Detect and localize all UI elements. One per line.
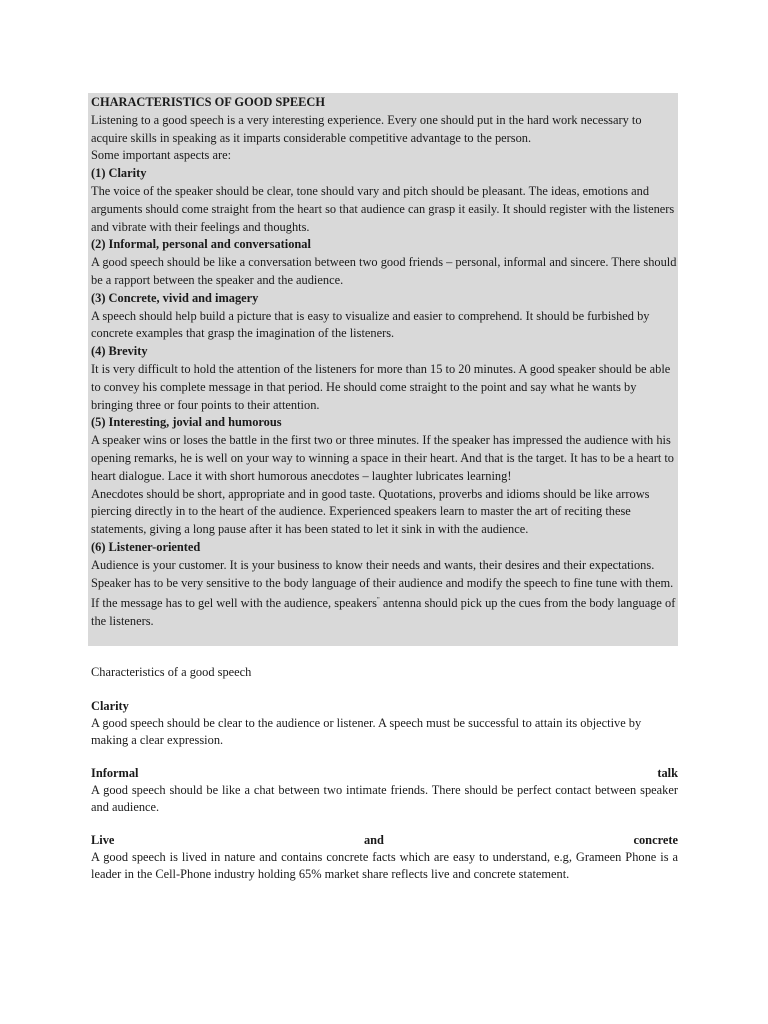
clarity-section [91,698,678,750]
aspect-heading-clarity: (1) Clarity [91,166,147,181]
aspect-heading-listener: (6) Listener-oriented [91,539,201,554]
aspect-body-interesting: A speaker wins or loses the battle in the first two or three minutes. If the speaker has impressed the audience with his opening remarks, he is well on your way to winning a space in their heart. And that is the target. It has to be a heart to heart dialogue. Lace it with short humorous anecdotes – laughter lubricates learning! [91,433,675,483]
aspects-label: Some important aspects are: [91,148,232,163]
aspect-body-clarity: The voice of the speaker should be clear, tone should vary and pitch should be pleasant. The ideas, emotions and arguments should come straight from the heart so that audience can grasp it easily. It should register with the listeners and vibrate with their feelings and thoughts. [91,183,675,234]
aspect-heading-informal: (2) Informal, personal and conversational [91,237,311,252]
informal-heading-word: Informal [91,766,139,780]
clarity-body: A good speech should be clear to the audience or listener. A speech must be successful to attain its objective by making a clear expression. [91,716,642,748]
listener-superscript: " [376,596,380,605]
clarity-heading: Clarity [91,699,129,713]
aspect-body-concrete: A speech should help build a picture that is easy to visualize and easier to comprehend. It should be furbished by concrete examples that grasp the imagination of the listeners. [91,308,650,341]
second-section-title-wrap [91,664,678,681]
live-heading-word: and [363,833,384,847]
aspect-heading-interesting: (5) Interesting, jovial and humorous [91,415,282,430]
live-heading-word: concrete [633,833,678,847]
listener-text-start: Audience is your customer. It is your business to know their needs and wants, their desires and their expectations. Speaker has to be very sensitive to the body language of their audience and modify the speech to fine tune with them. If the message has to gel well with the audience, speakers [91,557,674,611]
live-heading [91,832,678,849]
section-title: CHARACTERISTICS OF GOOD SPEECH [91,95,325,109]
informal-heading-word: talk [657,766,678,780]
aspect-body-informal: A good speech should be like a conversation between two good friends – personal, informal and sincere. There should be a rapport between the speaker and the audience. [91,255,677,287]
aspect-body-listener [91,557,678,631]
highlighted-section [91,94,678,631]
aspect-heading-brevity: (4) Brevity [91,344,148,359]
informal-heading [91,765,678,782]
aspect-heading-concrete: (3) Concrete, vivid and imagery [91,290,259,305]
anecdotes-paragraph: Anecdotes should be short, appropriate and in good taste. Quotations, proverbs and idioms should be like arrows piercing directly in to the heart of the audience. Experienced speakers learn to master the art of reciting these statements, giving a long pause after it has been stated to let it sink in with the audience. [91,486,650,537]
intro-paragraph: Listening to a good speech is a very interesting experience. Every one should put in the hard work necessary to acquire skills in speaking as it imparts considerable competitive advantage to the person. [91,112,642,145]
live-section [91,832,678,884]
aspect-body-brevity: It is very difficult to hold the attention of the listeners for more than 15 to 20 minutes. A good speaker should be able to convey his complete message in that period. He should come straight to the point and say what he wants by bringing three or four points to their attention. [91,361,671,412]
live-heading-word: Live [91,833,115,847]
live-body: A good speech is lived in nature and contains concrete facts which are easy to understand, e.g, Grameen Phone is a leader in the Cell-Phone industry holding 65% market share reflects live and concrete statement. [91,850,678,882]
second-section-title: Characteristics of a good speech [91,665,252,679]
informal-section [91,765,678,817]
listener-text-end: antenna should pick up the cues from the body language of the listeners. [91,596,676,629]
informal-body: A good speech should be like a chat between two intimate friends. There should be perfect contact between speaker and audience. [91,783,678,815]
